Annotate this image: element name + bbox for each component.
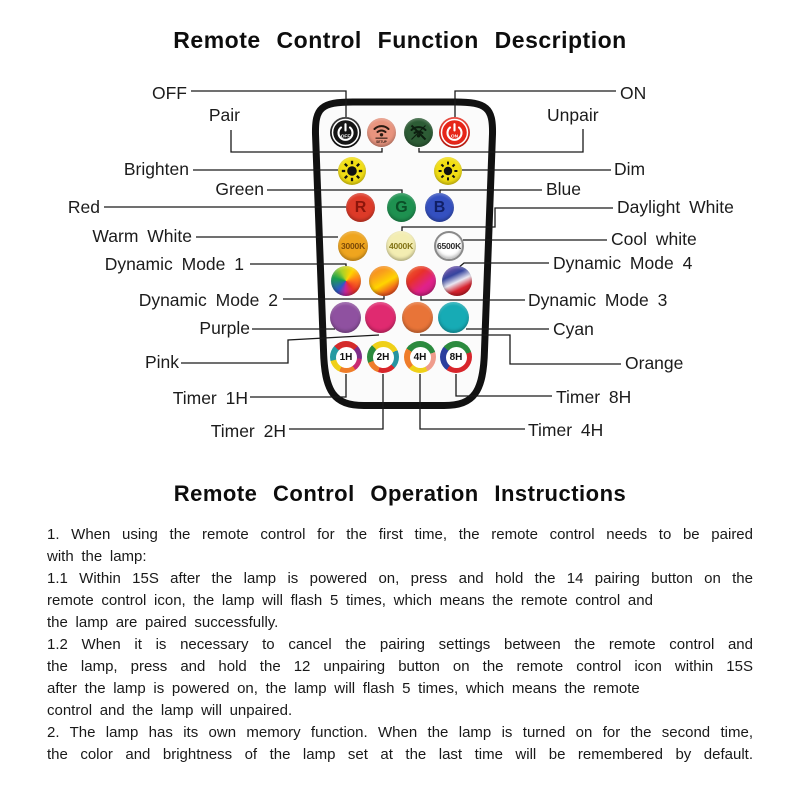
timer-2h-label: 2H — [376, 351, 390, 363]
blue-button-label: B — [433, 198, 446, 216]
timer-2h-center — [373, 347, 394, 368]
off-button — [330, 117, 361, 148]
red-button-label: R — [354, 198, 367, 216]
instruction-line: 1.1 Within 15S after the lamp is powered on, press and hold the 14 pairing button on the — [47, 570, 753, 587]
cool-white-button-label: 6500K — [436, 241, 462, 251]
callout-dim: Dim — [614, 159, 646, 179]
callout-timer-1h: Timer 1H — [172, 388, 248, 408]
dim-button — [434, 157, 462, 185]
callout-on: ON — [620, 83, 647, 103]
timer-8h-label: 8H — [449, 351, 463, 363]
instruction-line: 1. When using the remote control for the first time, the remote control needs to be paired — [47, 526, 753, 543]
callout-dynamic-mode-3: Dynamic Mode 3 — [528, 290, 668, 310]
instructions-title: Remote Control Operation Instructions — [173, 481, 627, 506]
instruction-line: the lamp, press and hold the 12 unpairing button on the remote control icon within 15S — [47, 658, 753, 675]
callout-dynamic-mode-2: Dynamic Mode 2 — [138, 290, 278, 310]
pink-button — [365, 302, 396, 333]
callout-dynamic-mode-1: Dynamic Mode 1 — [104, 254, 244, 274]
callout-timer-4h: Timer 4H — [528, 420, 604, 440]
timer-4h-button — [404, 341, 436, 373]
callout-pink: Pink — [144, 352, 179, 372]
warm-white-button-label: 3000K — [340, 241, 366, 251]
timer-1h-label: 1H — [339, 351, 353, 363]
callout-purple: Purple — [199, 318, 250, 338]
orange-button — [402, 302, 433, 333]
instruction-line: remote control icon, the lamp will flash 5 times, which means the remote control and — [47, 592, 653, 609]
callout-blue: Blue — [546, 179, 582, 199]
callout-daylight-white: Daylight White — [617, 197, 734, 217]
callout-timer-8h: Timer 8H — [556, 387, 632, 407]
sun-brighten-icon — [338, 157, 366, 185]
instruction-line: after the lamp is powered on, the lamp will flash 5 times, which means the remote — [47, 680, 640, 697]
instruction-line: 1.2 When it is necessary to cancel the pairing settings between the remote control and — [47, 636, 753, 653]
green-button — [387, 193, 416, 222]
callout-dynamic-mode-4: Dynamic Mode 4 — [553, 253, 693, 273]
timer-4h-center — [410, 347, 431, 368]
instructions-text — [47, 524, 753, 766]
instruction-line: 2. The lamp has its own memory function. When the lamp is turned on for the second time, — [47, 724, 753, 741]
callout-timer-2h: Timer 2H — [210, 421, 286, 441]
callout-unpair: Unpair — [547, 105, 599, 125]
svg-text:ON: ON — [450, 134, 459, 140]
instruction-line: control and the lamp will unpaired. — [47, 702, 293, 719]
sun-dim-icon — [434, 157, 462, 185]
callout-red: Red — [67, 197, 100, 217]
daylight-white-button — [386, 231, 416, 261]
dynamic-mode-4-button — [442, 266, 472, 296]
timer-1h-button — [330, 341, 362, 373]
callout-pair: Pair — [208, 105, 240, 125]
callout-cyan: Cyan — [553, 319, 594, 339]
cyan-button — [438, 302, 469, 333]
dynamic-mode-3-button — [406, 266, 436, 296]
instruction-line: the color and brightness of the lamp set at the last time will be remembered by default. — [47, 746, 753, 763]
wifi-unpair-icon — [404, 118, 433, 147]
pair-button — [367, 118, 396, 147]
dynamic-mode-2-button — [369, 266, 399, 296]
timer-8h-button — [440, 341, 472, 373]
wifi-pair-icon — [367, 118, 396, 147]
red-button — [346, 193, 375, 222]
page-title: Remote Control Function Description — [173, 27, 627, 53]
green-button-label: G — [395, 198, 408, 216]
callout-brighten: Brighten — [123, 159, 189, 179]
power-on-icon — [439, 117, 470, 148]
purple-button — [330, 302, 361, 333]
power-off-icon — [330, 117, 361, 148]
callout-off: OFF — [152, 83, 187, 103]
brighten-button — [338, 157, 366, 185]
timer-4h-label: 4H — [413, 351, 427, 363]
callout-green: Green — [215, 179, 264, 199]
svg-text:SETUP: SETUP — [376, 139, 387, 144]
svg-text:OFF: OFF — [340, 134, 351, 140]
timer-2h-button — [367, 341, 399, 373]
instruction-line: with the lamp: — [47, 548, 147, 565]
callout-warm-white: Warm White — [92, 226, 192, 246]
dynamic-mode-1-button — [331, 266, 361, 296]
daylight-white-button-label: 4000K — [388, 241, 414, 251]
timer-8h-center — [446, 347, 467, 368]
warm-white-button — [338, 231, 368, 261]
on-button — [439, 117, 470, 148]
unpair-button — [404, 118, 433, 147]
timer-1h-center — [336, 347, 357, 368]
callout-orange: Orange — [625, 353, 684, 373]
instruction-line: the lamp are paired successfully. — [47, 614, 279, 631]
cool-white-button — [434, 231, 464, 261]
blue-button — [425, 193, 454, 222]
callout-cool-white: Cool white — [611, 229, 697, 249]
